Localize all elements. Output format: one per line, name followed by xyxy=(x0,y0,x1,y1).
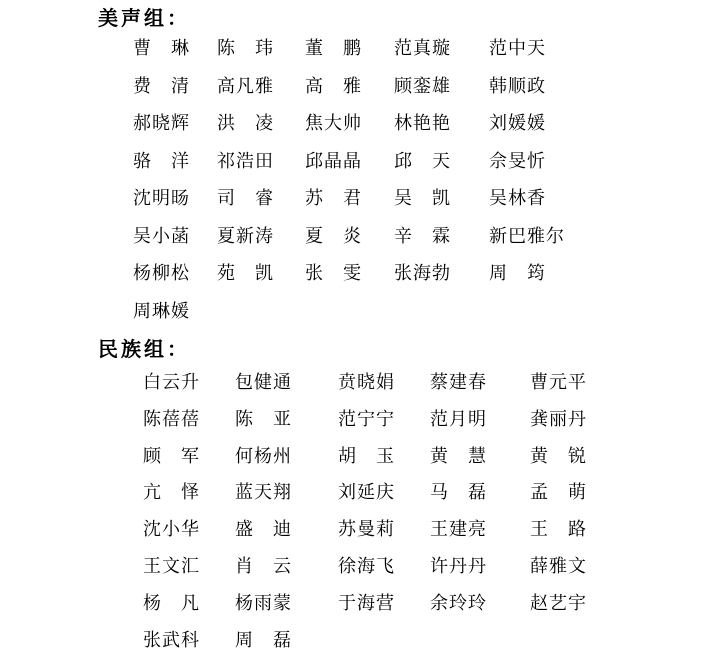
person-name: 苏 君 xyxy=(305,188,362,208)
person-name: 韩顺政 xyxy=(489,75,546,96)
person-name: 马 磊 xyxy=(430,482,487,503)
name-row xyxy=(143,629,587,654)
section-title: 民族组： xyxy=(98,339,190,361)
person-name: 白云升 xyxy=(143,372,200,392)
person-name: 林艳艳 xyxy=(394,113,451,133)
person-name: 祁浩田 xyxy=(217,150,274,171)
name-row xyxy=(133,225,565,263)
person-name: 王文汇 xyxy=(143,555,200,576)
person-name: 沈明旸 xyxy=(133,188,190,208)
person-name: 许丹丹 xyxy=(430,555,487,576)
name-row xyxy=(133,262,565,300)
person-name: 何杨州 xyxy=(235,445,292,466)
person-name: 曹 琳 xyxy=(133,38,190,58)
person-name: 范宁宁 xyxy=(338,408,395,429)
person-name: 王建亮 xyxy=(430,519,487,540)
name-row xyxy=(143,371,587,408)
person-name: 邱晶晶 xyxy=(305,150,362,171)
person-name: 龚丽丹 xyxy=(530,408,587,429)
person-name: 高凡雅 xyxy=(217,75,274,96)
person-name: 肖 云 xyxy=(235,555,292,576)
person-name: 陈蓓蓓 xyxy=(143,408,200,429)
person-name: 曹元平 xyxy=(530,372,587,392)
person-name: 王 路 xyxy=(530,519,587,540)
person-name: 苏曼莉 xyxy=(338,519,395,540)
person-name: 高 雅 xyxy=(305,75,362,96)
person-name: 蓝天翔 xyxy=(235,482,292,503)
name-row xyxy=(133,300,565,338)
person-name: 邱 天 xyxy=(394,150,451,171)
name-row xyxy=(133,150,565,188)
person-name: 赵艺宇 xyxy=(530,592,587,613)
person-name: 费 清 xyxy=(133,75,190,96)
person-name: 郝晓辉 xyxy=(133,113,190,133)
person-name: 骆 洋 xyxy=(133,150,190,171)
name-row xyxy=(143,445,587,482)
person-name: 吴小菡 xyxy=(133,225,190,246)
person-name: 蔡建春 xyxy=(430,372,487,392)
person-name: 新巴雅尔 xyxy=(489,225,565,246)
person-name: 黄 慧 xyxy=(430,445,487,466)
person-name: 范月明 xyxy=(430,408,487,429)
person-name: 周 磊 xyxy=(235,629,292,650)
name-row xyxy=(133,112,565,150)
name-row xyxy=(133,75,565,113)
person-name: 陈 玮 xyxy=(217,38,274,58)
person-name: 胡 玉 xyxy=(338,445,395,466)
name-row xyxy=(143,481,587,518)
person-name: 盛 迪 xyxy=(235,519,292,540)
name-row xyxy=(133,37,565,75)
name-row xyxy=(143,555,587,592)
person-name: 范真璇 xyxy=(394,38,451,58)
person-name: 佘旻忻 xyxy=(489,150,546,171)
person-name: 周 筠 xyxy=(489,263,546,283)
person-name: 范中天 xyxy=(489,38,546,58)
person-name: 刘媛媛 xyxy=(489,113,546,133)
person-name: 司 睿 xyxy=(217,188,274,208)
person-name: 杨雨蒙 xyxy=(235,592,292,613)
person-name: 包健通 xyxy=(235,372,292,392)
person-name: 顾銮雄 xyxy=(394,75,451,96)
name-rows xyxy=(143,371,587,654)
person-name: 贲晓娟 xyxy=(338,372,395,392)
person-name: 夏 炎 xyxy=(305,225,362,246)
person-name: 吴林香 xyxy=(489,188,546,208)
person-name: 沈小华 xyxy=(143,519,200,540)
person-name: 洪 凌 xyxy=(217,113,274,133)
person-name: 余玲玲 xyxy=(430,592,487,613)
person-name: 刘延庆 xyxy=(338,482,395,503)
person-name: 吴 凯 xyxy=(394,188,451,208)
person-name: 徐海飞 xyxy=(338,555,395,576)
person-name: 于海营 xyxy=(338,592,395,613)
name-rows xyxy=(133,37,565,337)
person-name: 薛雅文 xyxy=(530,555,587,576)
person-name: 孟 萌 xyxy=(530,482,587,503)
name-row xyxy=(143,592,587,629)
person-name: 杨柳松 xyxy=(133,263,190,283)
person-name: 顾 军 xyxy=(143,445,200,466)
person-name: 杨 凡 xyxy=(143,592,200,613)
name-row xyxy=(133,187,565,225)
person-name: 夏新涛 xyxy=(217,225,274,246)
section-title: 美声组： xyxy=(98,8,190,30)
person-name: 黄 锐 xyxy=(530,445,587,466)
person-name: 周琳媛 xyxy=(133,300,190,321)
person-name: 张武科 xyxy=(143,629,200,650)
person-name: 张 雯 xyxy=(305,263,362,283)
person-name: 亢 怿 xyxy=(143,482,200,503)
name-row xyxy=(143,408,587,445)
person-name: 苑 凯 xyxy=(217,263,274,283)
person-name: 陈 亚 xyxy=(235,408,292,429)
person-name: 张海勃 xyxy=(394,263,451,283)
person-name: 董 鹏 xyxy=(305,38,362,58)
person-name: 辛 霖 xyxy=(394,225,451,246)
person-name: 焦大帅 xyxy=(305,113,362,133)
name-row xyxy=(143,518,587,555)
